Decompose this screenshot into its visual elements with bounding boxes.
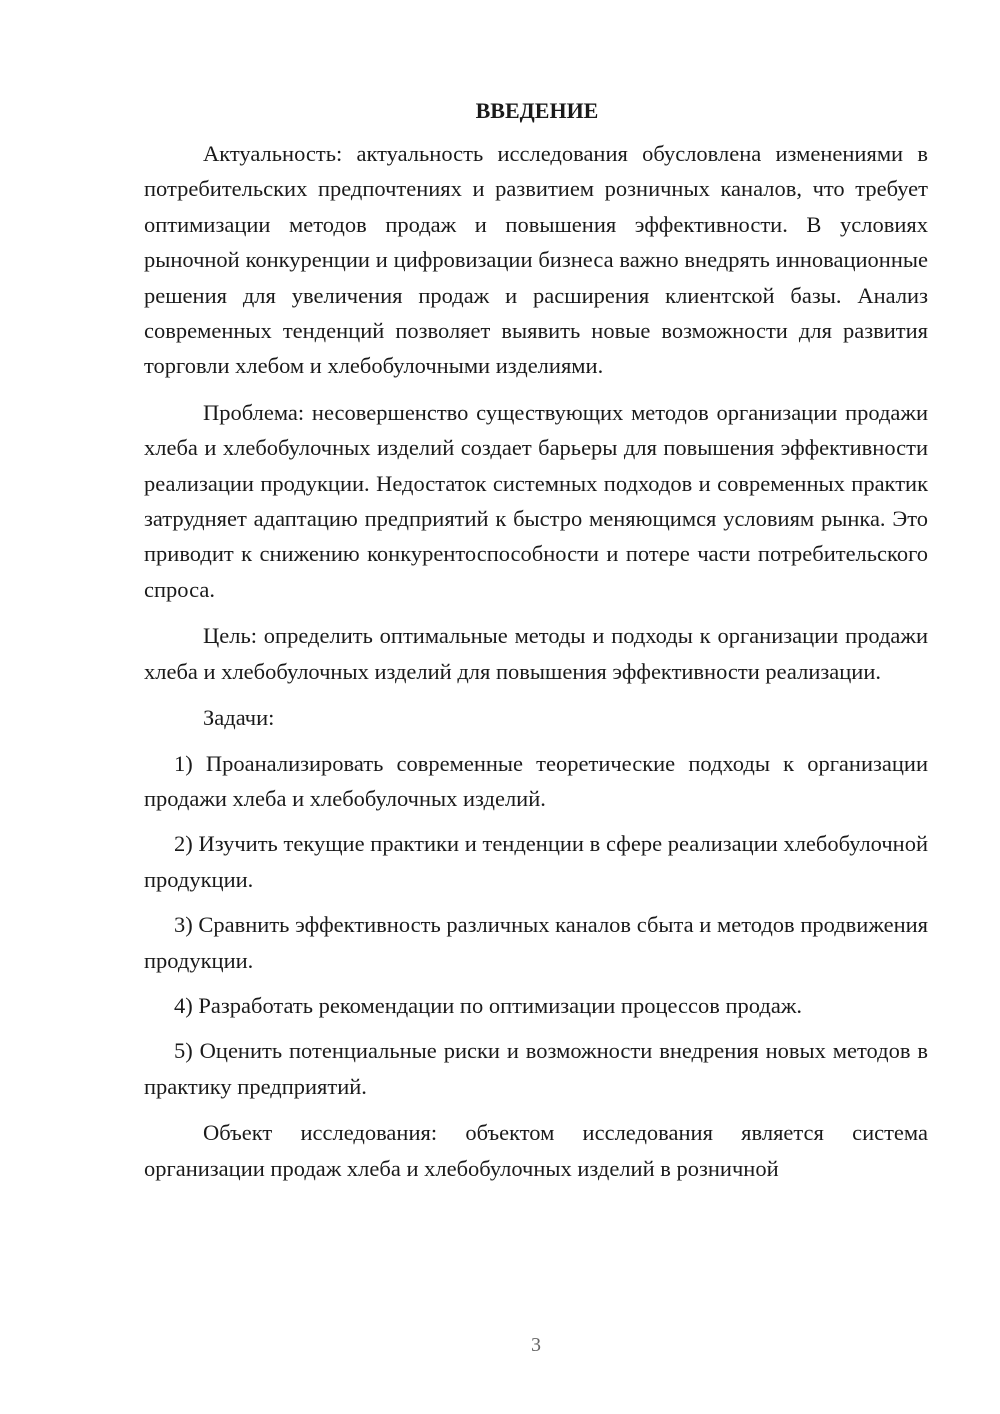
- document-page: [144, 96, 928, 1186]
- page-number: 3: [531, 1334, 541, 1356]
- section-title: ВВЕДЕНИЕ: [475, 98, 599, 123]
- task-item: 4) Разработать рекомендации по оптимизации процессов продаж.: [174, 992, 803, 1018]
- paragraph-problem: Проблема: несовершенство существующих методов организации продажи хлеба и хлебобулочных изделий создает барьеры для повышения эффективности реализации продукции. Недостаток системных подходов и современных практик затрудняет адаптацию предприятий к быстро меняющимся условиям рынка. Это приводит к снижению конкурентоспособности и потере части потребительского спроса.: [144, 399, 928, 602]
- task-item: 3) Сравнить эффективность различных каналов сбыта и методов продвижения продукции.: [144, 912, 928, 973]
- tasks-list: [144, 746, 928, 1105]
- paragraph-relevance: Актуальность: актуальность исследования обусловлена изменениями в потребительских предпочтениях и развитием розничных каналов, что требует оптимизации методов продаж и повышения эффективности. В условиях рыночной конкуренции и цифровизации бизнеса важно внедрять инновационные решения для увеличения продаж и расширения клиентской базы. Анализ современных тенденций позволяет выявить новые возможности для развития торговли хлебом и хлебобулочными изделиями.: [144, 141, 928, 379]
- task-item: 5) Оценить потенциальные риски и возможности внедрения новых методов в практику предприятий.: [144, 1038, 928, 1099]
- paragraph-goal: Цель: определить оптимальные методы и подходы к организации продажи хлеба и хлебобулочных изделий для повышения эффективности реализации.: [144, 623, 928, 684]
- task-item: 2) Изучить текущие практики и тенденции в сфере реализации хлебобулочной продукции.: [144, 831, 928, 892]
- task-item: 1) Проанализировать современные теоретические подходы к организации продажи хлеба и хлебобулочных изделий.: [144, 750, 928, 811]
- tasks-label: Задачи:: [203, 705, 275, 731]
- paragraph-object: Объект исследования: объектом исследования является система организации продаж хлеба и хлебобулочных изделий в розничной: [144, 1120, 928, 1181]
